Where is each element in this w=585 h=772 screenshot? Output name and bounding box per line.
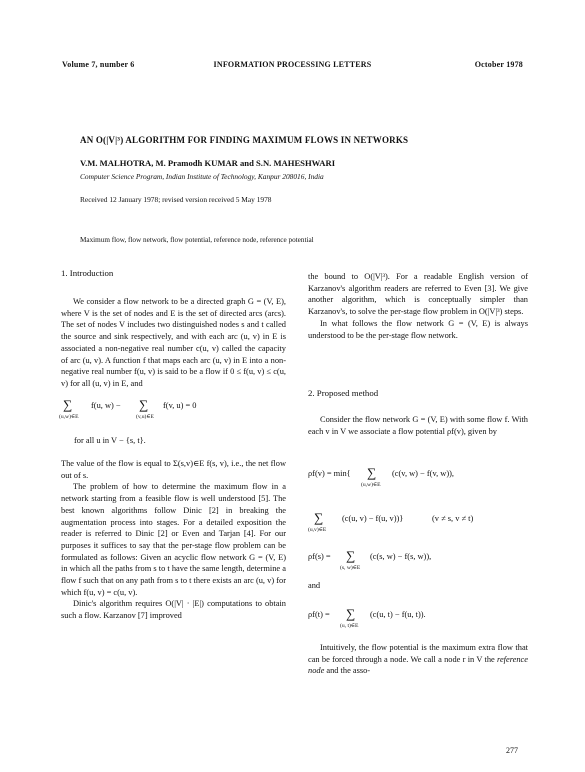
- volume-label: Volume 7, number 6: [62, 60, 135, 69]
- reference-node-term: reference node: [308, 654, 528, 676]
- eq5-lhs: ρf(t) =: [308, 610, 330, 619]
- eq4-subscript: (s, w)∈E: [340, 565, 361, 571]
- eq4-lhs: ρf(s) =: [308, 552, 331, 561]
- sum-symbol: ∑: [63, 397, 73, 412]
- right-column-body-2: [308, 414, 528, 437]
- eq2-lhs: ρf(v) = min{: [308, 469, 351, 478]
- right-column-body-1: [308, 271, 528, 341]
- eq2-rhs: (c(v, w) − f(v, w)),: [392, 469, 455, 478]
- eq2-subscript: (u,w)∈E: [361, 482, 381, 488]
- received-dates: Received 12 January 1978; revised version received 5 May 1978: [80, 195, 272, 204]
- section-1-heading: 1. Introduction: [61, 268, 114, 278]
- paper-title: AN O(|V|³) ALGORITHM FOR FINDING MAXIMUM FLOWS IN NETWORKS: [80, 135, 409, 145]
- eq3-condition: (v ≠ s, v ≠ t): [432, 514, 474, 523]
- intro-paragraph-4: Dinic's algorithm requires O(|V| · |E|) computations to obtain such a flow. Karzanov [7] improved: [61, 599, 286, 621]
- keywords: Maximum flow, flow network, flow potential, reference node, reference potential: [80, 236, 314, 244]
- affiliation: Computer Science Program, Indian Institute of Technology, Kanpur 208016, India: [80, 172, 324, 181]
- author-list: V.M. MALHOTRA, M. Pramodh KUMAR and S.N. MAHESHWARI: [80, 158, 336, 168]
- journal-name: INFORMATION PROCESSING LETTERS: [213, 60, 372, 69]
- method-paragraph-2: [308, 642, 528, 677]
- page-number: 277: [506, 746, 518, 755]
- eq1-subscript-2: (v,u)∈E: [136, 414, 154, 420]
- method-paragraph-2-text-b: and the asso-: [324, 666, 371, 676]
- eq3-subscript: (u,v)∈E: [308, 527, 327, 533]
- left-column-body-2: [61, 458, 286, 622]
- eq1-term-1: f(u, w) −: [91, 401, 121, 410]
- eq4-rhs: (c(s, w) − f(s, w)),: [370, 552, 432, 561]
- and-word: and: [308, 581, 321, 590]
- issue-date: October 1978: [474, 60, 523, 69]
- sum-symbol: ∑: [367, 465, 377, 480]
- left-column-body-1: [61, 296, 286, 390]
- intro-paragraph-1: We consider a flow network to be a directed graph G = (V, E), where V is the set of nodes and E is the set of directed arcs (arcs). The set of nodes V includes two distinguished nodes s and t called the source and sink respectively, and with each arc (u, v) in E is associated a non-negative real number c(u, v) called the capacity of arc (u, v). A function f that maps each arc (u, v) in E into a non-negative real number f(u, v) is said to be a flow if 0 ≤ f(u, v) ≤ c(u, v) for all (u, v) in E, and: [61, 297, 286, 388]
- eq3-rhs: (c(u, v) − f(u, v))}: [342, 514, 404, 523]
- sum-symbol: ∑: [346, 548, 356, 563]
- running-header: [62, 60, 523, 72]
- right-column-body-3: [308, 642, 528, 677]
- sum-symbol: ∑: [346, 606, 356, 621]
- equation-condition: for all u in V − {s, t}.: [74, 436, 146, 445]
- intro-paragraph-6: In what follows the flow network G = (V, E) is always understood to be the per-stage flow network.: [308, 318, 528, 340]
- eq5-subscript: (u, t)∈E: [340, 623, 359, 629]
- sum-symbol: ∑: [139, 397, 149, 412]
- eq1-subscript-1: (u,w)∈E: [59, 414, 79, 420]
- section-2-heading: 2. Proposed method: [308, 388, 379, 398]
- intro-paragraph-2: The value of the flow is equal to Σ(s,v)∈E f(s, v), i.e., the net flow out of s.: [61, 459, 286, 480]
- method-paragraph-2-text-a: Intuitively, the flow potential is the maximum extra flow that can be forced through a node. We call a node r in V the: [308, 643, 528, 664]
- intro-paragraph-3: The problem of how to determine the maximum flow in a network starting from a feasible flow is well understood [5]. The best known algorithms follow Dinic [2] in breaking the augmentation process into stages. For a detailed exposition the reader is referred to Dinic [2] or Even and Tarjan [4]. For our purposes it suffices to say that the per-stage flow problem can be formulated as follows: Given an acyclic flow network G = (V, E) in which all the paths from s to t have the same length, determine a flow f such that on any path from s to t there exists an arc (u, v) for which f(u, v) = c(u, v).: [61, 482, 286, 597]
- sum-symbol: ∑: [314, 510, 324, 525]
- intro-paragraph-5: the bound to O(|V|³). For a readable English version of Karzanov's algorithm readers are referred to Even [3]. We give another algorithm, which is conceptually simpler than Karzanov's, to solve the per-stage flow problem in O(|V|³) steps.: [308, 272, 528, 317]
- eq1-term-2: f(v, u) = 0: [163, 401, 197, 410]
- method-paragraph-1: Consider the flow network G = (V, E) with some flow f. With each v in V we associate a flow potential ρf(v), given by: [308, 415, 528, 436]
- eq5-rhs: (c(u, t) − f(u, t)).: [370, 610, 426, 619]
